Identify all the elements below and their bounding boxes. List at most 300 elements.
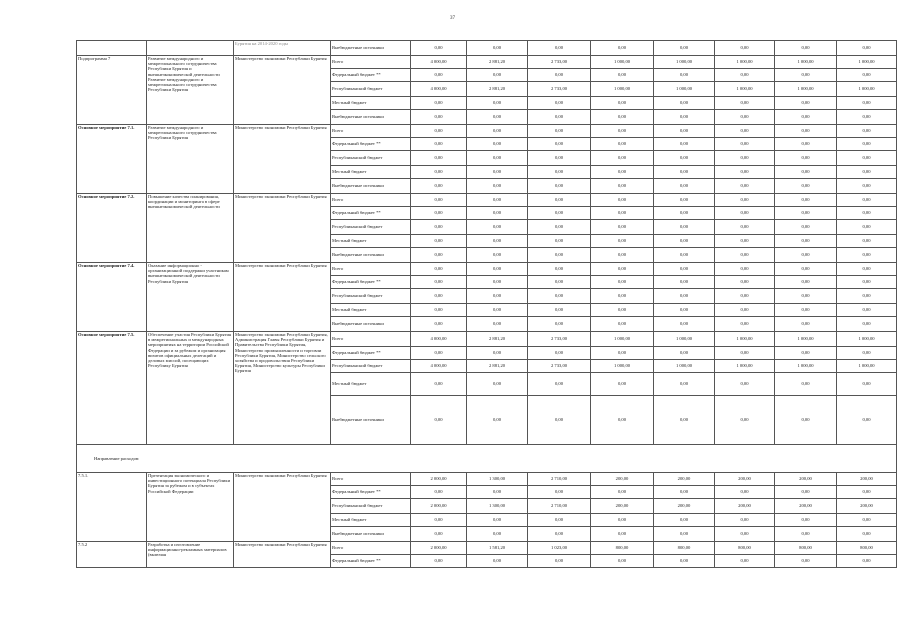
value-cell: 0,00 <box>837 41 897 56</box>
value-cell: 0,00 <box>528 555 591 568</box>
value-cell: 0,00 <box>775 151 837 166</box>
value-cell: 1 000,00 <box>775 56 837 69</box>
value-cell: 0,00 <box>775 289 837 304</box>
value-cell: 0,00 <box>715 347 775 360</box>
value-cell: 4 000,00 <box>411 332 467 347</box>
value-cell: 0,00 <box>837 235 897 248</box>
value-cell: 0,00 <box>775 396 837 445</box>
value-cell: 0,00 <box>591 194 654 207</box>
value-cell: 0,00 <box>411 138 467 151</box>
value-cell: 0,00 <box>528 69 591 82</box>
funding-source-label: Внебюджетные источники <box>331 396 411 445</box>
funding-source-label: Федеральный бюджет ** <box>331 555 411 568</box>
value-cell: 2 733,00 <box>528 360 591 373</box>
table-row <box>77 473 897 486</box>
value-cell: 0,00 <box>654 263 715 276</box>
value-cell: 0,00 <box>715 289 775 304</box>
value-cell: 0,00 <box>775 110 837 125</box>
value-cell: 0,00 <box>528 235 591 248</box>
value-cell: 0,00 <box>411 166 467 179</box>
value-cell: 0,00 <box>591 373 654 396</box>
funding-source-label: Внебюджетные источники <box>331 179 411 194</box>
value-cell: 0,00 <box>411 289 467 304</box>
value-cell: 0,00 <box>528 179 591 194</box>
funding-source-label: Местный бюджет <box>331 373 411 396</box>
value-cell: 0,00 <box>837 263 897 276</box>
value-cell: 0,00 <box>654 69 715 82</box>
value-cell: 0,00 <box>837 179 897 194</box>
value-cell: 0,00 <box>654 179 715 194</box>
value-cell: 0,00 <box>411 235 467 248</box>
value-cell: 0,00 <box>411 194 467 207</box>
value-cell: 0,00 <box>654 207 715 220</box>
value-cell: 2 733,00 <box>528 56 591 69</box>
value-cell: 0,00 <box>591 248 654 263</box>
value-cell: 0,00 <box>837 486 897 499</box>
value-cell: 0,00 <box>654 248 715 263</box>
value-cell: 0,00 <box>411 248 467 263</box>
funding-source-label: Местный бюджет <box>331 166 411 179</box>
value-cell: 0,00 <box>715 194 775 207</box>
value-cell: 0,00 <box>528 486 591 499</box>
value-cell: 0,00 <box>837 69 897 82</box>
funding-source-label: Республиканский бюджет <box>331 82 411 97</box>
value-cell: 0,00 <box>654 555 715 568</box>
value-cell: 0,00 <box>591 396 654 445</box>
row-executor: Министерство экономики Республики Бурятия, Администрация Главы Республики Бурятия и Правительства Республики Бурятия, Министерство промышленности и торговли Республики Бурятия, Министерство сельского хозяйства и продовольствия Республики Бурятия, Министерство культуры Республики Бурятия <box>234 332 331 445</box>
value-cell: 0,00 <box>654 514 715 527</box>
source-label: Внебюджетные источники <box>331 41 411 56</box>
value-cell: 1 000,00 <box>654 56 715 69</box>
value-cell: 0,00 <box>528 263 591 276</box>
value-cell: 0,00 <box>467 207 528 220</box>
funding-source-label: Всего <box>331 542 411 555</box>
value-cell: 0,00 <box>467 289 528 304</box>
description-cell <box>147 41 234 56</box>
value-cell: 2 881,20 <box>467 360 528 373</box>
value-cell: 0,00 <box>591 263 654 276</box>
value-cell: 200,00 <box>837 499 897 514</box>
value-cell: 0,00 <box>467 125 528 138</box>
value-cell: 800,00 <box>837 542 897 555</box>
value-cell: 0,00 <box>591 41 654 56</box>
value-cell: 0,00 <box>837 151 897 166</box>
funding-source-label: Внебюджетные источники <box>331 527 411 542</box>
value-cell: 0,00 <box>837 207 897 220</box>
value-cell: 0,00 <box>411 304 467 317</box>
table-row <box>77 125 897 138</box>
value-cell: 0,00 <box>837 527 897 542</box>
row-description: Обеспечение участия Республики Бурятия в межрегиональных и международных мероприятиях на территории Российской Федерации и за рубежом и организация визитов официальных делегаций и деловых миссий, посещающих Республику Бурятия <box>147 332 234 445</box>
value-cell: 2 000,00 <box>411 473 467 486</box>
value-cell: 0,00 <box>467 304 528 317</box>
table-row <box>77 194 897 207</box>
table-row <box>77 332 897 347</box>
value-cell: 0,00 <box>528 317 591 332</box>
value-cell: 0,00 <box>837 396 897 445</box>
value-cell: 0,00 <box>467 396 528 445</box>
funding-source-label: Федеральный бюджет ** <box>331 207 411 220</box>
row-code: Подпрограмма 7 <box>77 56 147 125</box>
value-cell: 800,00 <box>775 542 837 555</box>
value-cell: 0,00 <box>467 97 528 110</box>
value-cell: 0,00 <box>775 166 837 179</box>
value-cell: 200,00 <box>775 499 837 514</box>
value-cell: 0,00 <box>411 486 467 499</box>
value-cell: 0,00 <box>467 373 528 396</box>
value-cell: 1 000,00 <box>775 360 837 373</box>
value-cell: 2 710,00 <box>528 473 591 486</box>
funding-source-label: Федеральный бюджет ** <box>331 69 411 82</box>
value-cell: 200,00 <box>591 499 654 514</box>
value-cell: 0,00 <box>837 555 897 568</box>
table-row <box>77 542 897 555</box>
value-cell: 0,00 <box>528 373 591 396</box>
value-cell: 0,00 <box>654 347 715 360</box>
value-cell: 0,00 <box>411 110 467 125</box>
table-row <box>77 56 897 69</box>
value-cell: 0,00 <box>411 317 467 332</box>
value-cell: 0,00 <box>411 263 467 276</box>
value-cell: 1 000,00 <box>837 82 897 97</box>
value-cell: 0,00 <box>837 373 897 396</box>
value-cell: 0,00 <box>715 235 775 248</box>
value-cell: 0,00 <box>654 235 715 248</box>
value-cell: 1 000,00 <box>715 332 775 347</box>
value-cell: 0,00 <box>654 289 715 304</box>
funding-source-label: Республиканский бюджет <box>331 289 411 304</box>
value-cell: 0,00 <box>654 97 715 110</box>
value-cell: 0,00 <box>775 138 837 151</box>
value-cell: 0,00 <box>715 373 775 396</box>
value-cell: 0,00 <box>775 514 837 527</box>
budget-table <box>76 40 897 568</box>
value-cell: 0,00 <box>528 41 591 56</box>
row-description: Развитие международного и межрегионального сотрудничества Республики Бурятия и внешнеэкономической деятельности Развитие международного и межрегионального сотрудничества Республики Бурятия <box>147 56 234 125</box>
value-cell: 0,00 <box>837 166 897 179</box>
value-cell: 0,00 <box>528 276 591 289</box>
value-cell: 0,00 <box>775 41 837 56</box>
value-cell: 4 000,00 <box>411 360 467 373</box>
value-cell: 0,00 <box>654 527 715 542</box>
value-cell: 0,00 <box>411 276 467 289</box>
value-cell: 0,00 <box>654 138 715 151</box>
value-cell: 0,00 <box>654 151 715 166</box>
value-cell: 1 000,00 <box>591 360 654 373</box>
row-description: Презентация экономического и инвестиционного потенциала Республики Бурятия за рубежом и в субъектах Российской Федерации <box>147 473 234 542</box>
value-cell: 200,00 <box>715 499 775 514</box>
row-code: 7.5.1. <box>77 473 147 542</box>
value-cell: 0,00 <box>775 220 837 235</box>
value-cell: 0,00 <box>591 235 654 248</box>
value-cell: 0,00 <box>715 263 775 276</box>
value-cell: 0,00 <box>715 396 775 445</box>
value-cell: 0,00 <box>591 317 654 332</box>
value-cell: 0,00 <box>775 235 837 248</box>
value-cell: 0,00 <box>411 527 467 542</box>
funding-source-label: Республиканский бюджет <box>331 151 411 166</box>
value-cell: 0,00 <box>467 220 528 235</box>
row-description: Развитие международного и межрегионального сотрудничества Республики Бурятия <box>147 125 234 194</box>
value-cell: 1 000,00 <box>837 332 897 347</box>
value-cell: 0,00 <box>837 97 897 110</box>
value-cell: 0,00 <box>715 317 775 332</box>
value-cell: 0,00 <box>411 514 467 527</box>
value-cell: 0,00 <box>591 289 654 304</box>
value-cell: 0,00 <box>467 527 528 542</box>
value-cell: 0,00 <box>775 179 837 194</box>
value-cell: 0,00 <box>467 179 528 194</box>
value-cell: 0,00 <box>467 41 528 56</box>
value-cell: 0,00 <box>654 276 715 289</box>
funding-source-label: Внебюджетные источники <box>331 248 411 263</box>
value-cell: 0,00 <box>467 235 528 248</box>
value-cell: 0,00 <box>775 97 837 110</box>
value-cell: 200,00 <box>654 499 715 514</box>
funding-source-label: Местный бюджет <box>331 97 411 110</box>
value-cell: 0,00 <box>467 110 528 125</box>
funding-source-label: Местный бюджет <box>331 235 411 248</box>
value-cell: 0,00 <box>837 304 897 317</box>
value-cell: 0,00 <box>528 151 591 166</box>
funding-source-label: Федеральный бюджет ** <box>331 138 411 151</box>
value-cell: 0,00 <box>654 304 715 317</box>
value-cell: 0,00 <box>775 347 837 360</box>
value-cell: 1 000,00 <box>591 332 654 347</box>
value-cell: 0,00 <box>528 110 591 125</box>
value-cell: 0,00 <box>411 151 467 166</box>
value-cell: 0,00 <box>715 304 775 317</box>
row-executor: Министерство экономики Республики Бурятия <box>234 125 331 194</box>
funding-source-label: Всего <box>331 263 411 276</box>
value-cell: 0,00 <box>837 125 897 138</box>
value-cell: 1 000,00 <box>837 360 897 373</box>
row-executor: Министерство экономики Республики Бурятия <box>234 56 331 125</box>
funding-source-label: Местный бюджет <box>331 304 411 317</box>
value-cell: 0,00 <box>837 248 897 263</box>
value-cell: 0,00 <box>715 248 775 263</box>
value-cell: 0,00 <box>528 396 591 445</box>
value-cell: 200,00 <box>837 473 897 486</box>
value-cell: 0,00 <box>837 289 897 304</box>
value-cell: 1 000,00 <box>654 332 715 347</box>
funding-source-label: Федеральный бюджет ** <box>331 486 411 499</box>
value-cell: 2 000,00 <box>411 542 467 555</box>
value-cell: 0,00 <box>591 97 654 110</box>
value-cell: 0,00 <box>654 166 715 179</box>
row-code: Основное мероприятие 7.4. <box>77 263 147 332</box>
value-cell: 0,00 <box>528 97 591 110</box>
row-label-cell <box>77 41 147 56</box>
value-cell: 0,00 <box>528 220 591 235</box>
table-row <box>77 263 897 276</box>
value-cell: 0,00 <box>528 527 591 542</box>
funding-source-label: Всего <box>331 125 411 138</box>
value-cell: 800,00 <box>715 542 775 555</box>
value-cell: 1 000,00 <box>837 56 897 69</box>
section-header-row <box>77 445 897 473</box>
value-cell: 0,00 <box>591 347 654 360</box>
value-cell: 0,00 <box>591 179 654 194</box>
value-cell: 0,00 <box>591 486 654 499</box>
value-cell: 1 023,00 <box>528 542 591 555</box>
value-cell: 0,00 <box>654 125 715 138</box>
value-cell: 0,00 <box>715 179 775 194</box>
value-cell: 0,00 <box>775 263 837 276</box>
value-cell: 4 000,00 <box>411 82 467 97</box>
value-cell: 0,00 <box>467 194 528 207</box>
value-cell: 0,00 <box>775 125 837 138</box>
funding-source-label: Внебюджетные источники <box>331 317 411 332</box>
value-cell: 0,00 <box>715 151 775 166</box>
value-cell: 0,00 <box>467 69 528 82</box>
value-cell: 0,00 <box>467 514 528 527</box>
value-cell: 0,00 <box>715 555 775 568</box>
value-cell: 0,00 <box>591 304 654 317</box>
funding-source-label: Местный бюджет <box>331 514 411 527</box>
value-cell: 0,00 <box>467 248 528 263</box>
value-cell: 0,00 <box>528 125 591 138</box>
value-cell: 0,00 <box>837 220 897 235</box>
value-cell: 0,00 <box>837 194 897 207</box>
funding-source-label: Федеральный бюджет ** <box>331 347 411 360</box>
value-cell: 1 000,00 <box>715 360 775 373</box>
value-cell: 0,00 <box>528 289 591 304</box>
row-code: Основное мероприятие 7.1. <box>77 125 147 194</box>
value-cell: 0,00 <box>715 207 775 220</box>
value-cell: 0,00 <box>775 555 837 568</box>
value-cell: 0,00 <box>715 514 775 527</box>
value-cell: 0,00 <box>715 41 775 56</box>
row-executor: Министерство экономики Республики Бурятия <box>234 194 331 263</box>
value-cell: 0,00 <box>654 317 715 332</box>
value-cell: 2 000,00 <box>411 499 467 514</box>
funding-source-label: Республиканский бюджет <box>331 499 411 514</box>
value-cell: 0,00 <box>654 373 715 396</box>
value-cell: 0,00 <box>467 138 528 151</box>
value-cell: 0,00 <box>591 220 654 235</box>
value-cell: 0,00 <box>654 486 715 499</box>
value-cell: 0,00 <box>467 555 528 568</box>
value-cell: 0,00 <box>528 166 591 179</box>
value-cell: 0,00 <box>654 220 715 235</box>
value-cell: 0,00 <box>467 263 528 276</box>
continuation-row <box>77 41 897 56</box>
value-cell: 0,00 <box>775 194 837 207</box>
value-cell: 800,00 <box>591 542 654 555</box>
value-cell: 0,00 <box>715 97 775 110</box>
row-code: 7.5.2 <box>77 542 147 568</box>
value-cell: 0,00 <box>411 69 467 82</box>
value-cell: 0,00 <box>715 69 775 82</box>
value-cell: 0,00 <box>591 69 654 82</box>
value-cell: 0,00 <box>467 151 528 166</box>
value-cell: 1 581,20 <box>467 542 528 555</box>
value-cell: 0,00 <box>591 166 654 179</box>
value-cell: 0,00 <box>467 317 528 332</box>
value-cell: 2 881,20 <box>467 82 528 97</box>
funding-source-label: Республиканский бюджет <box>331 220 411 235</box>
funding-source-label: Республиканский бюджет <box>331 360 411 373</box>
section-header: Направление расходов: <box>77 445 897 473</box>
value-cell: 0,00 <box>591 138 654 151</box>
value-cell: 0,00 <box>591 110 654 125</box>
value-cell: 0,00 <box>411 220 467 235</box>
value-cell: 2 733,00 <box>528 82 591 97</box>
funding-source-label: Всего <box>331 56 411 69</box>
value-cell: 2 733,00 <box>528 332 591 347</box>
value-cell: 4 000,00 <box>411 56 467 69</box>
value-cell: 1 300,00 <box>467 499 528 514</box>
value-cell: 0,00 <box>837 276 897 289</box>
value-cell: 0,00 <box>775 373 837 396</box>
value-cell: 0,00 <box>775 527 837 542</box>
value-cell: 0,00 <box>528 138 591 151</box>
value-cell: 1 000,00 <box>775 332 837 347</box>
value-cell: 1 000,00 <box>654 82 715 97</box>
value-cell: 0,00 <box>837 317 897 332</box>
value-cell: 0,00 <box>715 125 775 138</box>
value-cell: 0,00 <box>591 514 654 527</box>
value-cell: 0,00 <box>467 166 528 179</box>
value-cell: 0,00 <box>528 207 591 220</box>
value-cell: 0,00 <box>411 41 467 56</box>
value-cell: 0,00 <box>715 166 775 179</box>
value-cell: 0,00 <box>591 207 654 220</box>
value-cell: 0,00 <box>654 194 715 207</box>
value-cell: 0,00 <box>715 138 775 151</box>
value-cell: 0,00 <box>528 347 591 360</box>
value-cell: 1 000,00 <box>654 360 715 373</box>
value-cell: 0,00 <box>775 304 837 317</box>
value-cell: 0,00 <box>411 396 467 445</box>
value-cell: 0,00 <box>467 486 528 499</box>
value-cell: 0,00 <box>467 347 528 360</box>
executor-cell: Бурятия на 2014-2020 годы <box>234 41 331 56</box>
value-cell: 0,00 <box>528 194 591 207</box>
value-cell: 200,00 <box>591 473 654 486</box>
value-cell: 0,00 <box>411 97 467 110</box>
row-description: Повышение качества планирования, координации и мониторинга в сфере внешнеэкономической деятельности <box>147 194 234 263</box>
value-cell: 0,00 <box>591 151 654 166</box>
row-executor: Министерство экономики Республики Бурятия <box>234 263 331 332</box>
value-cell: 1 000,00 <box>715 56 775 69</box>
value-cell: 0,00 <box>411 347 467 360</box>
page-number: 37 <box>450 16 455 21</box>
value-cell: 0,00 <box>775 276 837 289</box>
value-cell: 0,00 <box>654 396 715 445</box>
value-cell: 0,00 <box>411 373 467 396</box>
row-description: Разработка и изготовление информационно-рекламных материалов (включая <box>147 542 234 568</box>
value-cell: 2 710,00 <box>528 499 591 514</box>
value-cell: 0,00 <box>837 138 897 151</box>
value-cell: 0,00 <box>775 207 837 220</box>
value-cell: 0,00 <box>411 555 467 568</box>
value-cell: 0,00 <box>775 248 837 263</box>
value-cell: 0,00 <box>715 220 775 235</box>
value-cell: 0,00 <box>528 514 591 527</box>
value-cell: 0,00 <box>837 514 897 527</box>
value-cell: 0,00 <box>591 527 654 542</box>
value-cell: 0,00 <box>591 276 654 289</box>
row-executor: Министерство экономики Республики Бурятия <box>234 473 331 542</box>
value-cell: 1 300,00 <box>467 473 528 486</box>
funding-source-label: Всего <box>331 194 411 207</box>
value-cell: 2 881,20 <box>467 56 528 69</box>
value-cell: 0,00 <box>654 41 715 56</box>
value-cell: 0,00 <box>528 304 591 317</box>
value-cell: 1 000,00 <box>775 82 837 97</box>
